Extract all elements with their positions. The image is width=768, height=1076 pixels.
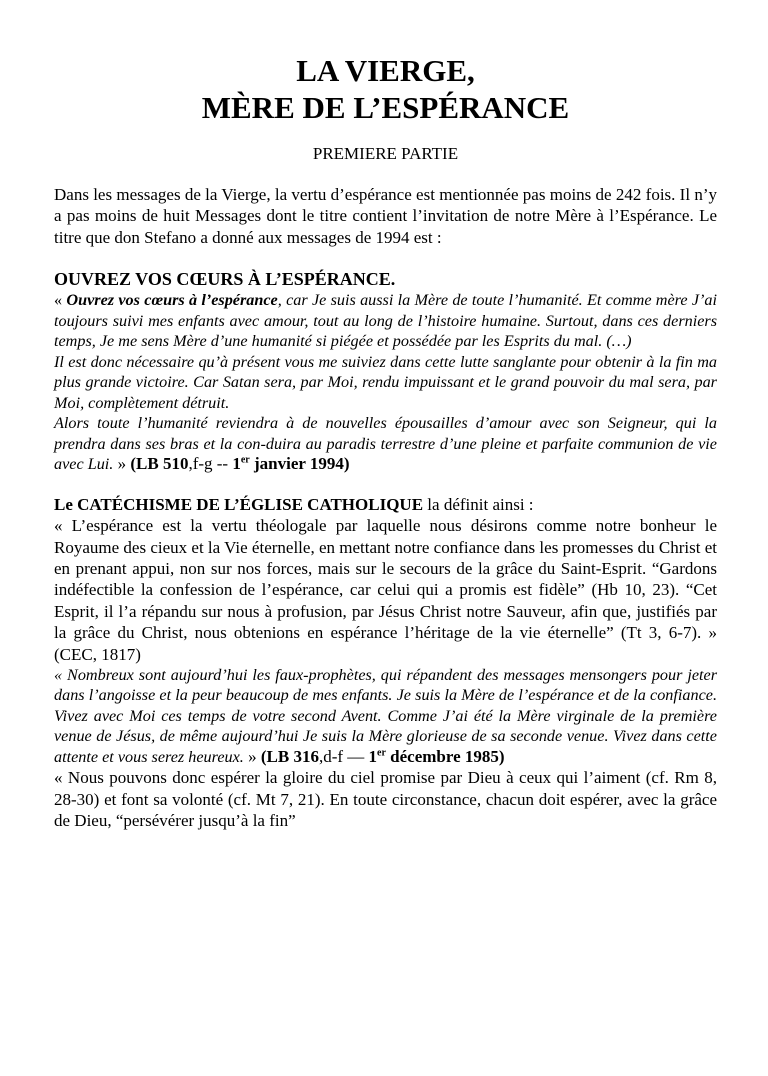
catechism-lead-rest: la définit ainsi : <box>423 494 534 514</box>
quote1-close-mark: » <box>113 454 131 474</box>
quote1-ref-close: ) <box>343 454 350 474</box>
quote2-reference <box>244 747 505 766</box>
quote2-ref-section: ,d-f — <box>318 746 369 766</box>
intro-paragraph: Dans les messages de la Vierge, la vertu d’espérance est mentionnée pas moins de 242 fois. Il n’y a pas moins de huit Messages dont le titre contient l’invitation de notre Mère à l’Espérance. Le titre que don Stefano a donné aux messages de 1994 est : <box>54 185 717 247</box>
catechism-paragraph: « L’espérance est la vertu théologale par laquelle nous désirons comme notre bonheur le Royaume des cieux et la Vie éternelle, en mettant notre confiance dans les promesses du Christ et en prenant appui, non sur nos forces, mais sur le secours de la grâce du Saint-Esprit. “Gardons indéfectible la confession de l’espérance, car celui qui a promis est fidèle” (Hb 10, 23). “Cet Esprit, il l’a répandu sur nous à profusion, par Jésus Christ notre Sauveur, afin que, justifiés par la grâce du Christ, nous obtenions en espérance l’héritage de la vie éternelle” (Tt 3, 6-7). » (CEC, 1817) <box>54 516 717 664</box>
quote1-reference <box>113 454 349 473</box>
quote2-ref-close: ) <box>498 746 505 766</box>
quote1-ref-code: LB 510 <box>136 454 189 474</box>
catechism-lead-bold: Le CATÉCHISME DE L’ÉGLISE CATHOLIQUE <box>54 494 424 514</box>
quote1-ref-sup: er <box>240 454 250 466</box>
quote1-paragraph-2: Il est donc nécessaire qu’à présent vous me suiviez dans cette lutte sanglante pour obtenir à la fin ma plus grande victoire. Car Satan sera, par Moi, rendu impuissant et le grand pouvoir du mal sera, par Moi, complètement détruit. <box>54 352 717 412</box>
quote2-ref-open: ( <box>260 746 267 766</box>
quote2-text: « Nombreux sont aujourd’hui les faux-prophètes, qui répandent des messages mensongers pour jeter dans l’angoisse et la peur beaucoup de mes enfants. Je suis la Mère de l’espérance et de la confiance. Vivez avec Moi ces temps de votre second Avent. Comme J’ai été la Mère virginale de la première venue de Jésus, de même aujourd’hui Je suis la Mère glorieuse de sa seconde venue. Vivez dans cette attente et vous serez heureux. <box>54 665 717 766</box>
quote1-open-mark: « <box>54 291 67 310</box>
quote-block-1 <box>54 290 717 475</box>
quote1-p1-text: , car Je suis aussi la Mère de toute l’humanité. Et comme mère J’ai toujours suivi mes enfants avec amour, tout au long de l’histoire humaine. Surtout, dans ces derniers temps, Je me sens Mère d’une humanité si piégée et possédée par les Esprits du mal. (…) <box>54 291 718 351</box>
quote1-paragraph-3 <box>54 413 717 475</box>
catechism-lead <box>54 494 717 515</box>
quote2-paragraph <box>54 665 717 768</box>
quote2-ref-sup: er <box>377 747 386 759</box>
document-page <box>0 52 768 1076</box>
final-paragraph: « Nous pouvons donc espérer la gloire du ciel promise par Dieu à ceux qui l’aiment (cf. Rm 8, 28-30) et font sa volonté (cf. Mt 7, 21). En toute circonstance, chacun doit espérer, avec la grâce de Dieu, “persévérer jusqu’à la fin” <box>54 768 717 831</box>
section-heading: OUVREZ VOS CŒURS À L’ESPÉRANCE. <box>54 269 396 290</box>
title-line-1: LA VIERGE, <box>296 53 475 88</box>
quote1-p3-text: Alors toute l’humanité reviendra à de nouvelles épousailles d’amour avec son Seigneur, qui la prendra dans ses bras et la con-duira au paradis terrestre d’une pleine et parfaite communion de vie avec Lui. <box>54 414 717 474</box>
quote1-ref-date: janvier 1994 <box>249 454 344 474</box>
quote2-ref-day: 1 <box>368 746 378 766</box>
quote1-ref-section: ,f-g -- <box>188 454 233 474</box>
title-line-2: MÈRE DE L’ESPÉRANCE <box>201 90 570 125</box>
quote2-close-mark: » <box>243 746 261 766</box>
quote1-ref-day: 1 <box>232 454 241 474</box>
quote1-paragraph-1 <box>54 290 717 352</box>
document-subtitle: PREMIERE PARTIE <box>312 144 459 163</box>
quote2-ref-code: LB 316 <box>266 746 319 766</box>
document-title <box>54 52 717 126</box>
quote2-ref-date: décembre 1985 <box>385 746 499 766</box>
quote1-ref-open: ( <box>130 454 137 474</box>
quote1-bold-phrase: Ouvrez vos cœurs à l’espérance <box>66 291 278 310</box>
